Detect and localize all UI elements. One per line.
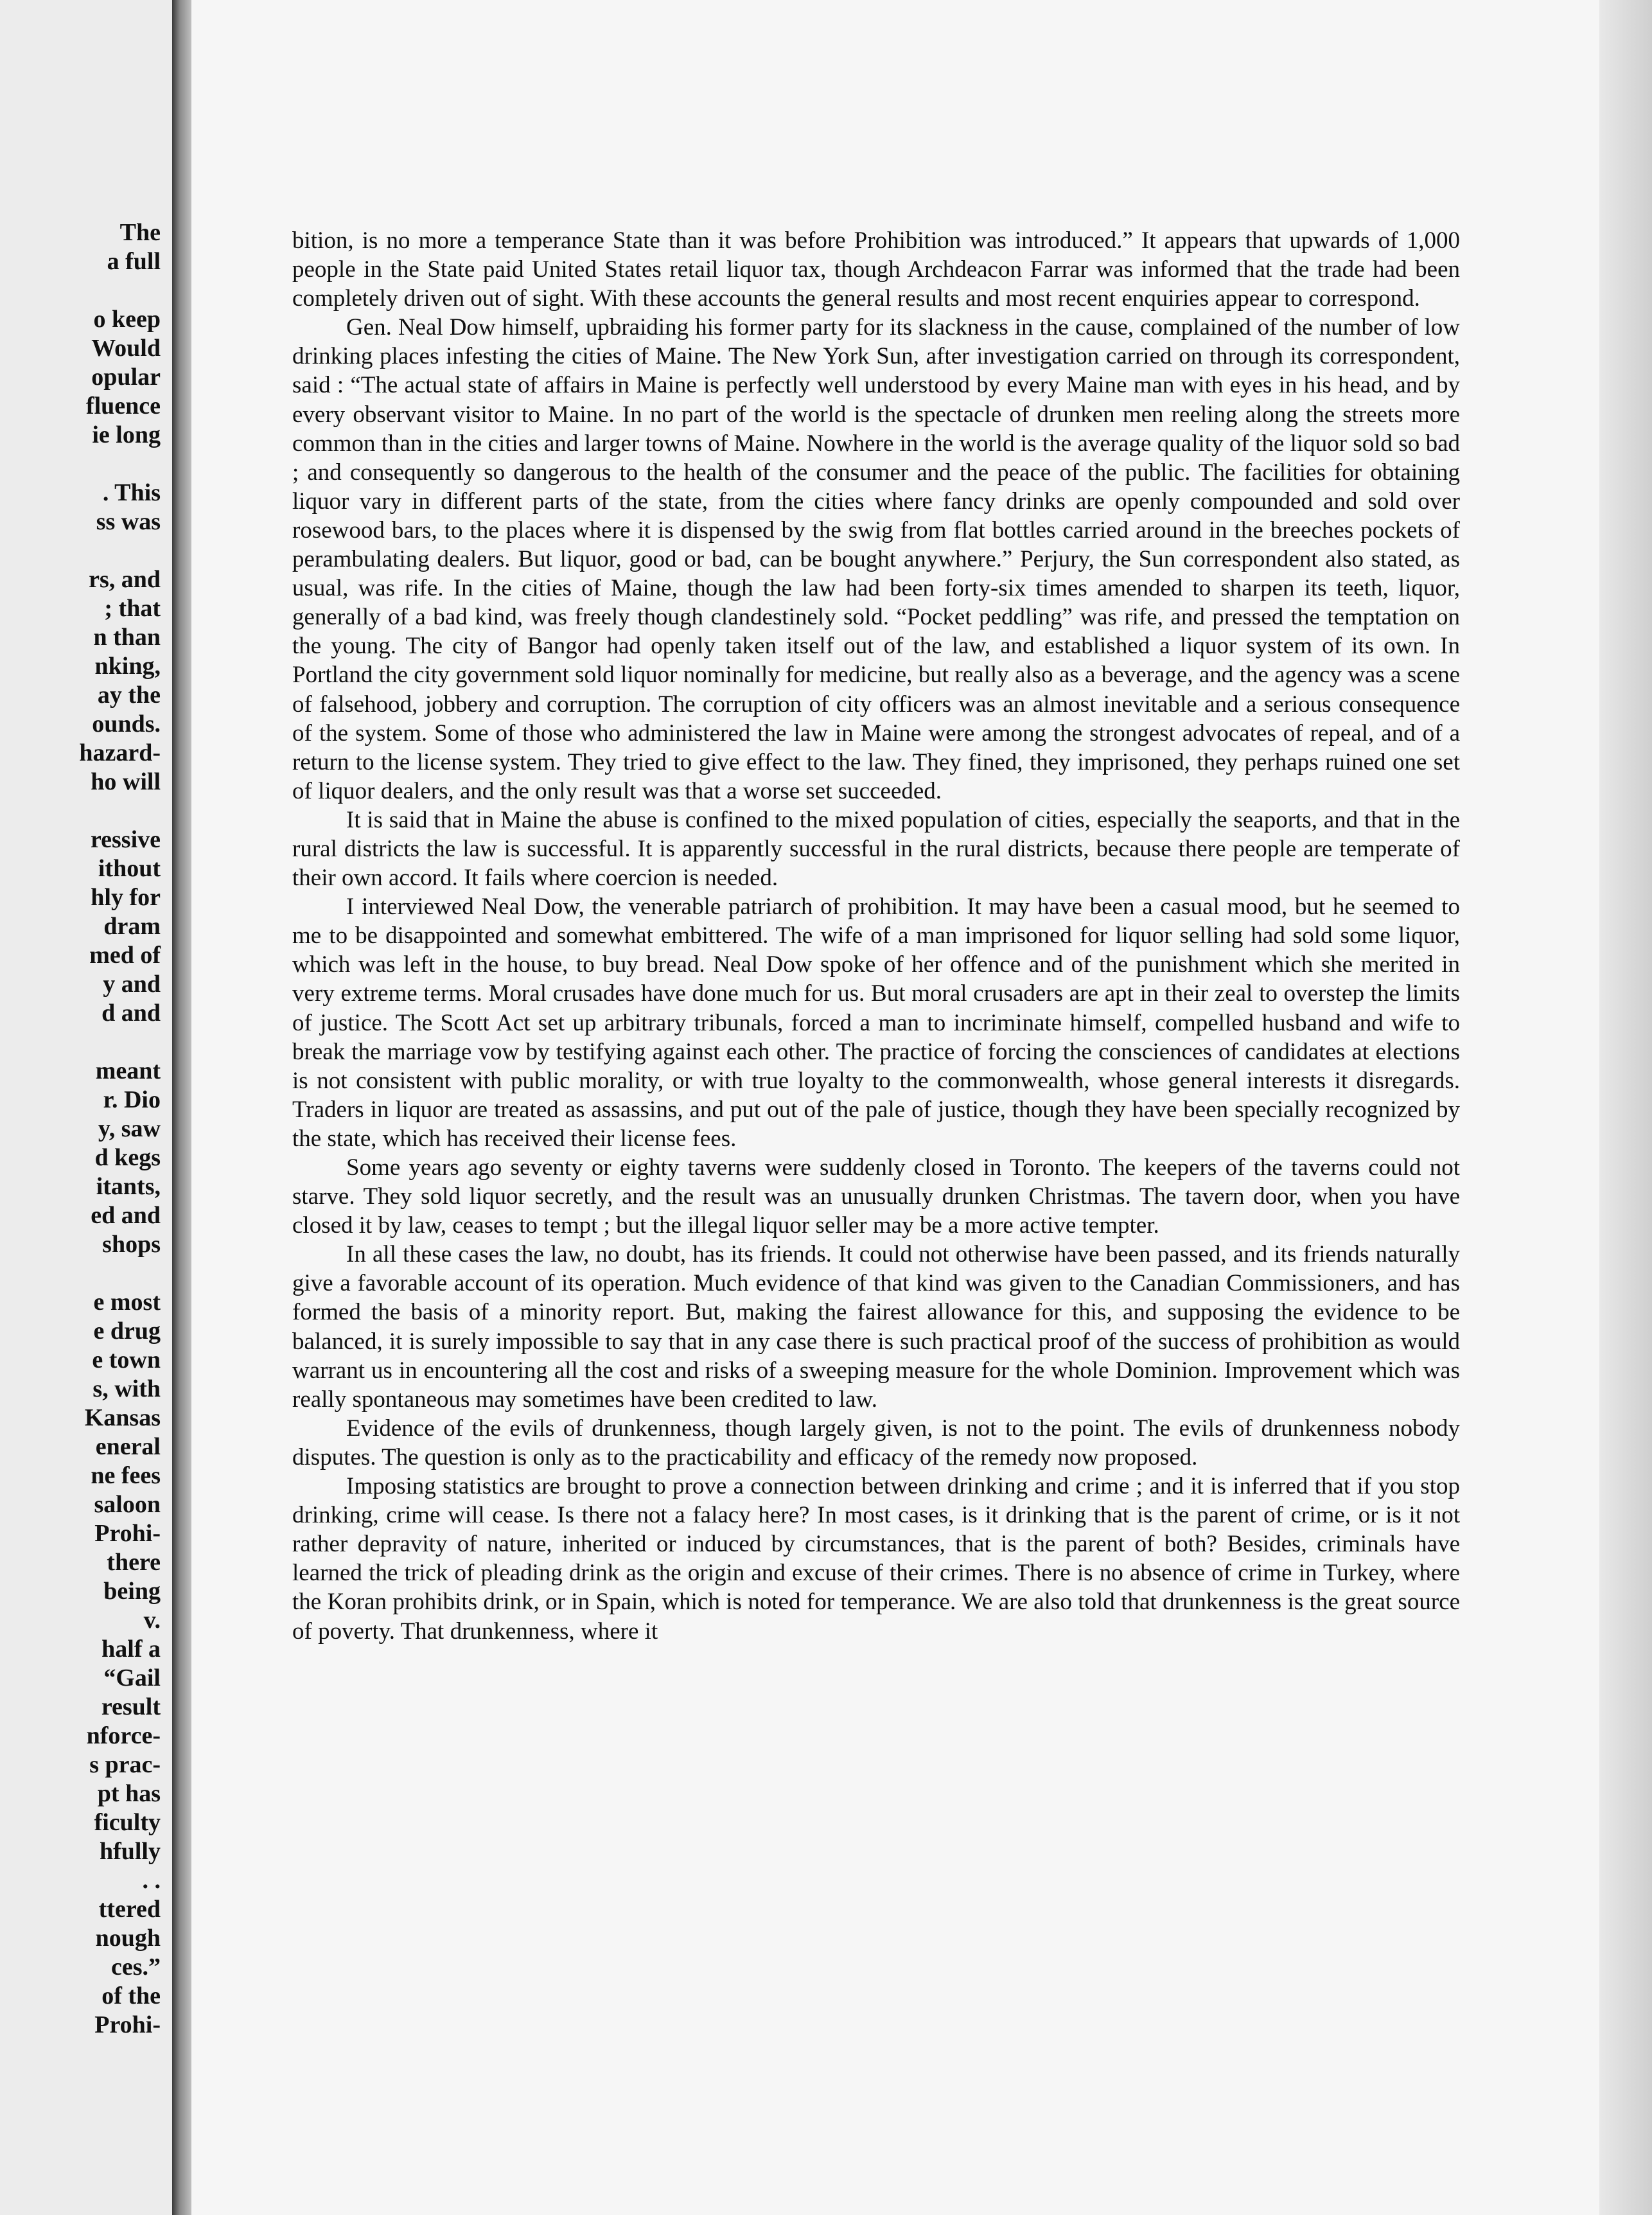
facing-page-line bbox=[79, 276, 161, 305]
facing-page-line bbox=[79, 1259, 161, 1288]
paragraph: bition, is no more a temperance State than it was before Prohibition was introduced.” It appears that upwards of 1,000 people in the State paid United States retail liquor tax, though Archdeacon Farrar was informed that the trade had been completely driven out of sight. With these accounts the general results and most recent enquiries appear to correspond. bbox=[292, 227, 1460, 312]
facing-page-line bbox=[79, 536, 161, 565]
binding-gutter bbox=[172, 0, 191, 2215]
paragraph: Gen. Neal Dow himself, upbraiding his former party for its slackness in the cause, complained of the number of low drinking places infesting the cities of Maine. The New York Sun, after investigation carried on through its correspondent, said : “The actual state of affairs in Maine is perfectly well understood by every Maine man with eyes in his head, and by every observant visitor to Maine. In no part of the world is the spectacle of drunken men reeling along the streets more common than in the cities and larger towns of Maine. Nowhere in the world is the average quality of the liquor sold so bad ; and consequently so dangerous to the health of the consumer and the peace of the public. The facilities for obtaining liquor vary in different parts of the state, from the cities where fancy drinks are openly compounded and sold over rosewood bars, to the places where it is dispensed by the swig from flat bottles carried around in the breeches pockets of perambulating dealers. But liquor, good or bad, can be bought anywhere.” Perjury, the Sun correspondent also stated, as usual, was rife. In the cities of Maine, though the law had been forty-six times amended to sharpen its teeth, liquor, generally of a bad kind, was freely though clandestinely sold. “Pocket peddling” was rife, and pressed the temptation on the young. The city of Bangor had openly taken itself out of the law, and established a liquor system of its own. In Portland the city government sold liquor nominally for medicine, but really also as a beverage, and the agency was a scene of falsehood, jobbery and corruption. The corruption of city officers was an almost inevitable and a serious consequence of the system. Some of those who administered the law in Maine were among the strongest advocates of repeal, and of a return to the license system. They tried to give effect to the law. They fined, they imprisoned, they perhaps ruined one set of liquor dealers, and the only result was that a worse set succeeded. bbox=[292, 314, 1460, 804]
facing-page-line: ay the bbox=[97, 682, 161, 709]
facing-page-line: pt has bbox=[97, 1780, 161, 1807]
facing-page-line: nking, bbox=[94, 653, 161, 680]
facing-page-line: d kegs bbox=[94, 1144, 161, 1171]
facing-page-line: The bbox=[119, 219, 161, 246]
facing-page-line: ed and bbox=[91, 1202, 161, 1229]
facing-page-line: a full bbox=[107, 248, 161, 275]
facing-page-line: e town bbox=[92, 1346, 161, 1373]
facing-page-line: ho will bbox=[91, 768, 161, 795]
facing-page-line: “Gail bbox=[103, 1664, 161, 1691]
facing-page-line: hazard- bbox=[79, 739, 161, 766]
facing-page-line: result bbox=[101, 1693, 161, 1720]
facing-page-line: being bbox=[103, 1578, 161, 1605]
facing-page-line: Would bbox=[91, 335, 161, 362]
facing-page-line: meant bbox=[95, 1057, 161, 1084]
facing-page-line: half a bbox=[101, 1636, 161, 1663]
facing-page-fragment bbox=[0, 0, 172, 2215]
facing-page-line: hfully bbox=[99, 1838, 161, 1865]
facing-page-line: ie long bbox=[92, 421, 161, 448]
facing-page-line: ounds. bbox=[92, 710, 161, 737]
paragraph: Imposing statistics are brought to prove a connection between drinking and crime ; and it is inferred that if you stop drinking, crime will cease. Is there not a falacy here? In most cases, is it drinking that is the parent of crime, or is it not rather depravity of nature, inherited or induced by circumstances, that is the parent of both? Besides, criminals have learned the trick of pleading drink as the origin and excuse of their crimes. There is no absence of crime in Turkey, where the Koran prohibits drink, or in Spain, which is noted for temperance. We are also told that drunkenness is the great source of poverty. That drunkenness, where it bbox=[292, 1473, 1460, 1645]
facing-page-line: Kansas bbox=[84, 1404, 161, 1431]
facing-page-line: n than bbox=[93, 624, 161, 651]
facing-page-line: y, saw bbox=[98, 1115, 161, 1142]
paragraph: In all these cases the law, no doubt, has its friends. It could not otherwise have been passed, and its friends naturally give a favorable account of its operation. Much evidence of that kind was given to the Canadian Commissioners, and has formed the basis of a minority report. But, making the fairest allowance for this, and supposing the evidence to be balanced, it is surely impossible to say that in any case there is such practical proof of the success of prohibition as would warrant us in encountering all the cost and risks of a sweeping measure for the whole Dominion. Improvement which was really spontaneous may sometimes have been credited to law. bbox=[292, 1241, 1460, 1413]
paragraph: Evidence of the evils of drunkenness, though largely given, is not to the point. The evils of drunkenness nobody disputes. The question is only as to the practicability and efficacy of the remedy now proposed. bbox=[292, 1415, 1460, 1470]
facing-page-line: s, with bbox=[92, 1375, 161, 1402]
facing-page-line: ithout bbox=[98, 855, 161, 882]
paragraph: Some years ago seventy or eighty taverns were suddenly closed in Toronto. The keepers of the taverns could not starve. They sold liquor secretly, and the result was an unusually drunken Christmas. The tavern door, when you have closed it by law, ceases to tempt ; but the illegal liquor seller may be a more active tempter. bbox=[292, 1154, 1460, 1239]
facing-page-line: e most bbox=[93, 1289, 161, 1316]
facing-page-line bbox=[79, 450, 161, 479]
facing-page-text bbox=[79, 218, 161, 2040]
facing-page-line bbox=[79, 797, 161, 825]
facing-page-line: nforce- bbox=[86, 1722, 161, 1749]
facing-page-line: . This bbox=[102, 479, 161, 506]
facing-page-line: med of bbox=[89, 942, 161, 969]
facing-page-line: ss was bbox=[96, 508, 161, 535]
facing-page-line: of the bbox=[101, 1982, 161, 2009]
facing-page-line: dram bbox=[103, 913, 161, 940]
facing-page-line: fluence bbox=[85, 393, 161, 419]
body-text bbox=[292, 226, 1460, 1646]
facing-page-line: ; that bbox=[104, 595, 161, 622]
facing-page-line: e drug bbox=[93, 1318, 161, 1345]
facing-page-line: v. bbox=[143, 1607, 161, 1634]
facing-page-line: d and bbox=[101, 1000, 161, 1027]
facing-page-line: hly for bbox=[91, 884, 161, 911]
facing-page-line: s prac- bbox=[89, 1751, 161, 1778]
facing-page-line: r. Dio bbox=[103, 1086, 161, 1113]
facing-page-line: nough bbox=[95, 1925, 161, 1952]
facing-page-line: saloon bbox=[94, 1491, 161, 1518]
facing-page-line: Prohi- bbox=[94, 1520, 161, 1547]
facing-page-line: ficulty bbox=[94, 1809, 161, 1836]
facing-page-line: shops bbox=[102, 1231, 161, 1258]
facing-page-line: rs, and bbox=[89, 566, 161, 593]
facing-page-line: opular bbox=[91, 364, 161, 391]
facing-page-line bbox=[79, 1028, 161, 1057]
facing-page-line: eneral bbox=[95, 1433, 161, 1460]
facing-page-line: y and bbox=[103, 971, 161, 998]
facing-page-line: itants, bbox=[96, 1173, 161, 1200]
facing-page-line: o keep bbox=[93, 306, 161, 333]
page-edge bbox=[1599, 0, 1652, 2215]
facing-page-line: Prohi- bbox=[94, 2011, 161, 2038]
facing-page-line: ne fees bbox=[91, 1462, 161, 1489]
paragraph: It is said that in Maine the abuse is confined to the mixed population of cities, especially the seaports, and that in the rural districts the law is successful. It is apparently successful in the rural districts, because there people are temperate of their own accord. It fails where coercion is needed. bbox=[292, 806, 1460, 892]
facing-page-line: there bbox=[107, 1549, 161, 1576]
facing-page-line: . . bbox=[142, 1867, 161, 1894]
paragraph: I interviewed Neal Dow, the venerable patriarch of prohibition. It may have been a casual mood, but he seemed to me to be disappointed and somewhat embittered. The wife of a man imprisoned for liquor selling had sold some liquor, which was left in the house, to buy bread. Neal Dow spoke of her offence and of the punishment which she merited in very extreme terms. Moral crusades have done much for us. But moral crusaders are apt in their zeal to overstep the limits of justice. The Scott Act set up arbitrary tribunals, forced a man to incriminate himself, compelled husband and wife to break the marriage vow by testifying against each other. The practice of forcing the consciences of candidates at elections is not consistent with public morality, or with true loyalty to the commonwealth, whose general interests it disregards. Traders in liquor are treated as assassins, and put out of the pale of justice, though they have been specially recognized by the state, which has received their license fees. bbox=[292, 894, 1460, 1152]
facing-page-line: ttered bbox=[98, 1896, 161, 1923]
facing-page-line: ces.” bbox=[110, 1954, 161, 1981]
facing-page-line: ressive bbox=[90, 826, 161, 853]
